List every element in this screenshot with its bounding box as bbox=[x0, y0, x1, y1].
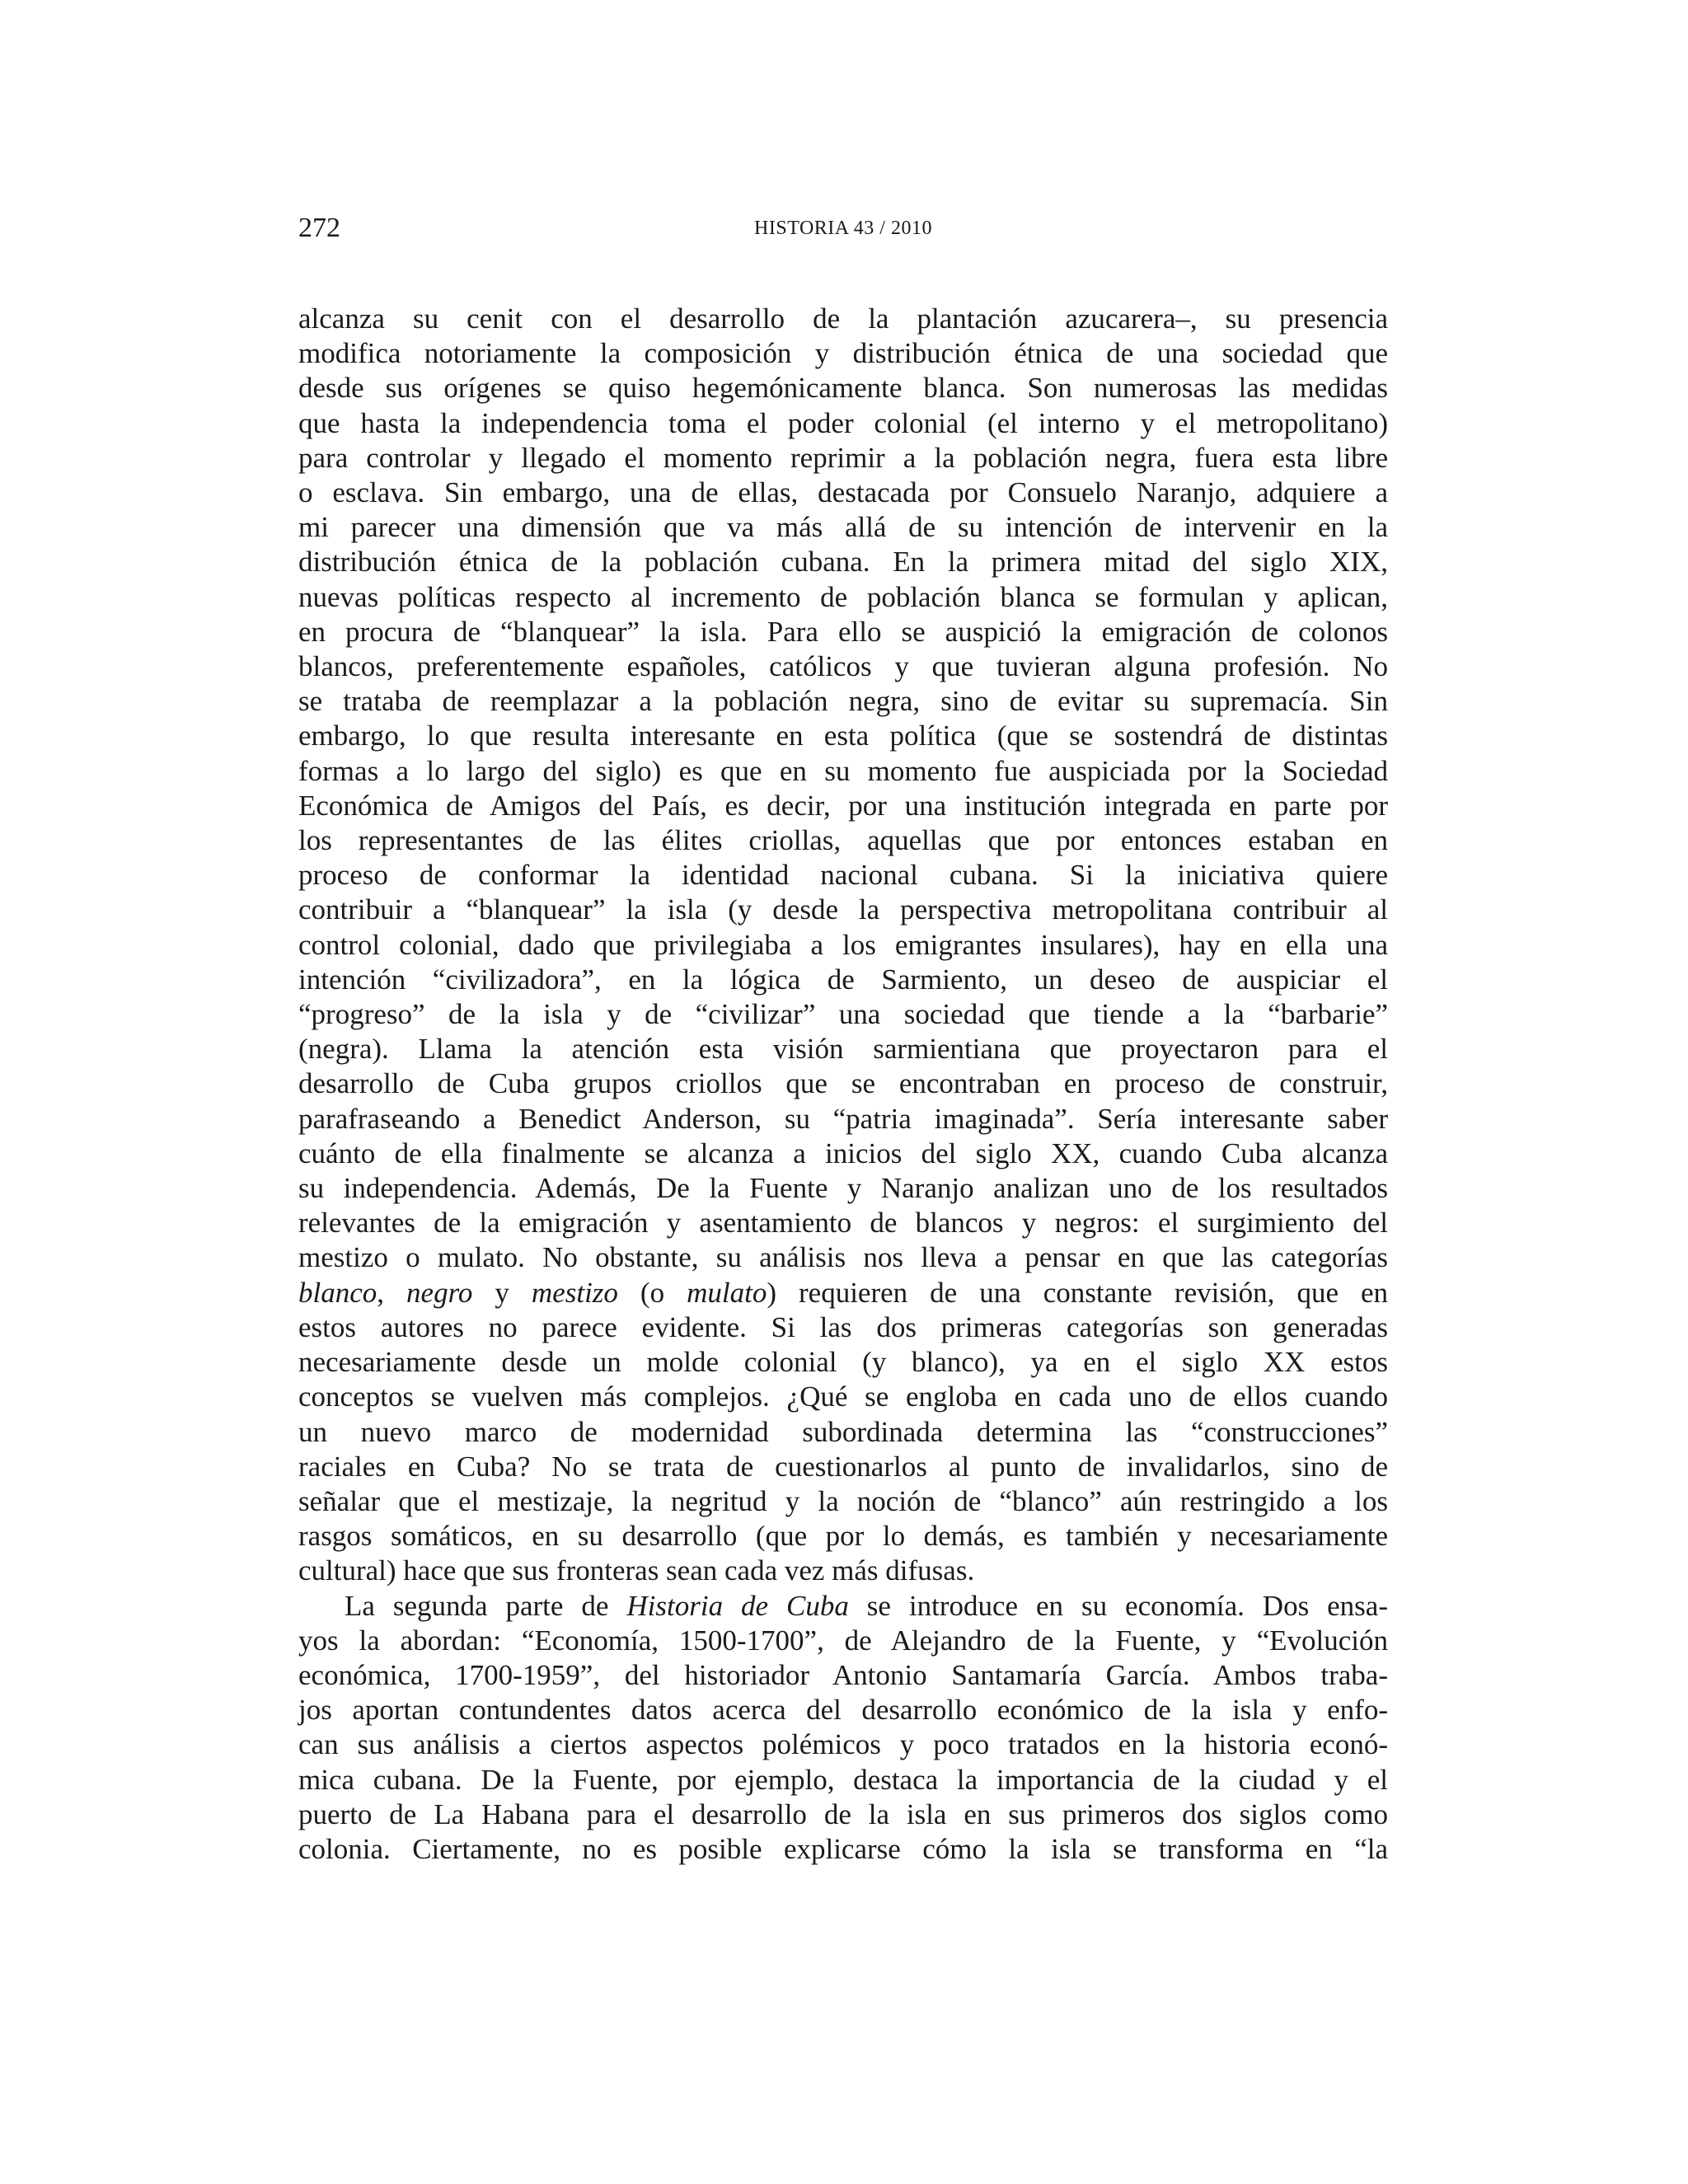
italic-text: mulato bbox=[687, 1276, 767, 1309]
text-line bbox=[298, 928, 1388, 963]
page-header bbox=[298, 208, 1388, 249]
text-line bbox=[298, 1137, 1388, 1171]
text-segment: formas a lo largo del siglo) es que en su momento fue auspiciada por la Sociedad bbox=[298, 754, 1388, 787]
text-line bbox=[298, 754, 1388, 789]
text-segment: “progreso” de la isla y de “civilizar” una sociedad que tiende a la “barbarie” bbox=[298, 998, 1388, 1031]
text-segment: contribuir a “blanquear” la isla (y desde la perspectiva metropolitana contribuir al bbox=[298, 893, 1388, 926]
text-line bbox=[298, 1727, 1388, 1762]
text-line bbox=[298, 684, 1388, 719]
text-segment: control colonial, dado que privilegiaba a los emigrantes insulares), hay en ella una bbox=[298, 928, 1388, 961]
text-line bbox=[298, 997, 1388, 1032]
text-line bbox=[298, 1554, 1388, 1588]
text-segment: señalar que el mestizaje, la negritud y la noción de “blanco” aún restringido a los bbox=[298, 1484, 1388, 1517]
text-line bbox=[298, 545, 1388, 579]
text-line bbox=[298, 1450, 1388, 1484]
text-line bbox=[298, 336, 1388, 371]
text-line bbox=[298, 302, 1388, 336]
text-segment: distribución étnica de la población cubana. En la primera mitad del siglo XIX, bbox=[298, 546, 1388, 579]
text-line bbox=[298, 1066, 1388, 1101]
text-segment: jos aportan contundentes datos acerca del desarrollo económico de la isla y enfo- bbox=[298, 1694, 1388, 1727]
text-line bbox=[298, 789, 1388, 823]
paragraph-2 bbox=[298, 1589, 1388, 1868]
text-line bbox=[298, 406, 1388, 441]
text-line bbox=[298, 1658, 1388, 1693]
text-line bbox=[298, 893, 1388, 927]
text-segment: los representantes de las élites criollas, aquellas que por entonces estaban en bbox=[298, 824, 1388, 857]
text-segment: parafraseando a Benedict Anderson, su “patria imaginada”. Sería interesante saber bbox=[298, 1102, 1388, 1135]
text-line bbox=[298, 1206, 1388, 1240]
text-segment: blancos, preferentemente españoles, católicos y que tuvieran alguna profesión. No bbox=[298, 650, 1388, 683]
text-segment: desarrollo de Cuba grupos criollos que se encontraban en proceso de construir, bbox=[298, 1067, 1388, 1100]
text-segment: económica, 1700-1959”, del historiador Antonio Santamaría García. Ambos traba- bbox=[298, 1658, 1388, 1691]
text-segment: alcanza su cenit con el desarrollo de la plantación azucarera–, su presencia bbox=[298, 302, 1388, 335]
text-line bbox=[298, 858, 1388, 893]
text-line bbox=[298, 1276, 1388, 1310]
text-segment: desde sus orígenes se quiso hegemónicamente blanca. Son numerosas las medidas bbox=[298, 372, 1388, 405]
text-segment: Económica de Amigos del País, es decir, por una institución integrada en parte por bbox=[298, 789, 1388, 822]
text-segment: (o bbox=[617, 1276, 687, 1309]
text-segment: en procura de “blanquear” la isla. Para ello se auspició la emigración de colonos bbox=[298, 615, 1388, 648]
italic-text: mestizo bbox=[531, 1276, 618, 1309]
italic-text: negro bbox=[406, 1276, 473, 1309]
page-number: 272 bbox=[298, 213, 340, 243]
text-segment: relevantes de la emigración y asentamiento de blancos y negros: el surgimiento del bbox=[298, 1207, 1388, 1240]
text-line bbox=[298, 823, 1388, 858]
text-segment: mica cubana. De la Fuente, por ejemplo, destaca la importancia de la ciudad y el bbox=[298, 1763, 1388, 1796]
text-segment: yos la abordan: “Economía, 1500-1700”, de Alejandro de la Fuente, y “Evolución bbox=[298, 1624, 1388, 1657]
text-line bbox=[298, 1797, 1388, 1832]
text-line bbox=[298, 371, 1388, 405]
text-segment: puerto de La Habana para el desarrollo de la isla en sus primeros dos siglos como bbox=[298, 1797, 1388, 1830]
italic-text: blanco bbox=[298, 1276, 377, 1309]
text-segment: can sus análisis a ciertos aspectos polémicos y poco tratados en la historia econó- bbox=[298, 1728, 1388, 1761]
text-segment: o esclava. Sin embargo, una de ellas, destacada por Consuelo Naranjo, adquiere a bbox=[298, 476, 1388, 509]
text-segment: raciales en Cuba? No se trata de cuestionarlos al punto de invalidarlos, sino de bbox=[298, 1450, 1388, 1483]
text-line bbox=[298, 441, 1388, 476]
text-segment: La segunda parte de bbox=[345, 1589, 627, 1622]
text-line bbox=[298, 1519, 1388, 1554]
text-line bbox=[298, 615, 1388, 649]
text-line bbox=[298, 649, 1388, 684]
text-segment: proceso de conformar la identidad nacional cubana. Si la iniciativa quiere bbox=[298, 859, 1388, 892]
text-line bbox=[298, 510, 1388, 545]
text-segment: cultural) hace que sus fronteras sean cada vez más difusas. bbox=[298, 1554, 975, 1587]
text-line bbox=[298, 1415, 1388, 1450]
text-segment: necesariamente desde un molde colonial (y blanco), ya en el siglo XX estos bbox=[298, 1346, 1388, 1379]
text-line bbox=[298, 1484, 1388, 1519]
text-line bbox=[298, 1589, 1388, 1624]
text-segment: y bbox=[472, 1276, 532, 1309]
paragraph-1 bbox=[298, 302, 1388, 1589]
text-segment: modifica notoriamente la composición y distribución étnica de una sociedad que bbox=[298, 337, 1388, 370]
text-line bbox=[298, 1832, 1388, 1867]
text-segment: se trataba de reemplazar a la población negra, sino de evitar su supremacía. Sin bbox=[298, 685, 1388, 718]
text-segment: ) requieren de una constante revisión, que en bbox=[767, 1276, 1389, 1309]
text-segment: rasgos somáticos, en su desarrollo (que por lo demás, es también y necesariamente bbox=[298, 1520, 1388, 1553]
text-line bbox=[298, 580, 1388, 615]
text-line bbox=[298, 1693, 1388, 1727]
running-head: HISTORIA 43 / 2010 bbox=[754, 218, 932, 239]
text-line bbox=[298, 1310, 1388, 1345]
text-line bbox=[298, 1624, 1388, 1658]
text-line bbox=[298, 963, 1388, 997]
text-segment: para controlar y llegado el momento reprimir a la población negra, fuera esta libre bbox=[298, 441, 1388, 474]
italic-text: Historia de Cuba bbox=[626, 1589, 849, 1622]
text-segment: su independencia. Además, De la Fuente y Naranjo analizan uno de los resultados bbox=[298, 1172, 1388, 1205]
text-line bbox=[298, 1032, 1388, 1066]
text-segment: se introduce en su economía. Dos ensa- bbox=[848, 1589, 1388, 1622]
text-line bbox=[298, 476, 1388, 510]
text-line bbox=[298, 719, 1388, 753]
text-segment: (negra). Llama la atención esta visión sarmientiana que proyectaron para el bbox=[298, 1033, 1388, 1066]
text-segment: estos autores no parece evidente. Si las dos primeras categorías son generadas bbox=[298, 1310, 1388, 1343]
text-segment: conceptos se vuelven más complejos. ¿Qué se engloba en cada uno de ellos cuando bbox=[298, 1380, 1388, 1413]
text-segment: mi parecer una dimensión que va más allá de su intención de intervenir en la bbox=[298, 511, 1388, 544]
text-segment: embargo, lo que resulta interesante en esta política (que se sostendrá de distintas bbox=[298, 719, 1388, 752]
text-segment: cuánto de ella finalmente se alcanza a inicios del siglo XX, cuando Cuba alcanza bbox=[298, 1137, 1388, 1169]
text-line bbox=[298, 1240, 1388, 1275]
text-segment: intención “civilizadora”, en la lógica de Sarmiento, un deseo de auspiciar el bbox=[298, 963, 1388, 996]
text-line bbox=[298, 1763, 1388, 1797]
text-segment: un nuevo marco de modernidad subordinada determina las “construcciones” bbox=[298, 1415, 1388, 1448]
text-segment: mestizo o mulato. No obstante, su análisis nos lleva a pensar en que las categorías bbox=[298, 1241, 1388, 1274]
text-line bbox=[298, 1171, 1388, 1206]
text-segment: que hasta la independencia toma el poder colonial (el interno y el metropolitano) bbox=[298, 406, 1388, 439]
text-line bbox=[298, 1102, 1388, 1137]
body-text bbox=[298, 302, 1388, 1867]
text-line bbox=[298, 1345, 1388, 1380]
text-segment: , bbox=[377, 1276, 407, 1309]
text-segment: nuevas políticas respecto al incremento de población blanca se formulan y aplican, bbox=[298, 580, 1388, 613]
text-line bbox=[298, 1380, 1388, 1414]
text-segment: colonia. Ciertamente, no es posible explicarse cómo la isla se transforma en “la bbox=[298, 1832, 1388, 1865]
